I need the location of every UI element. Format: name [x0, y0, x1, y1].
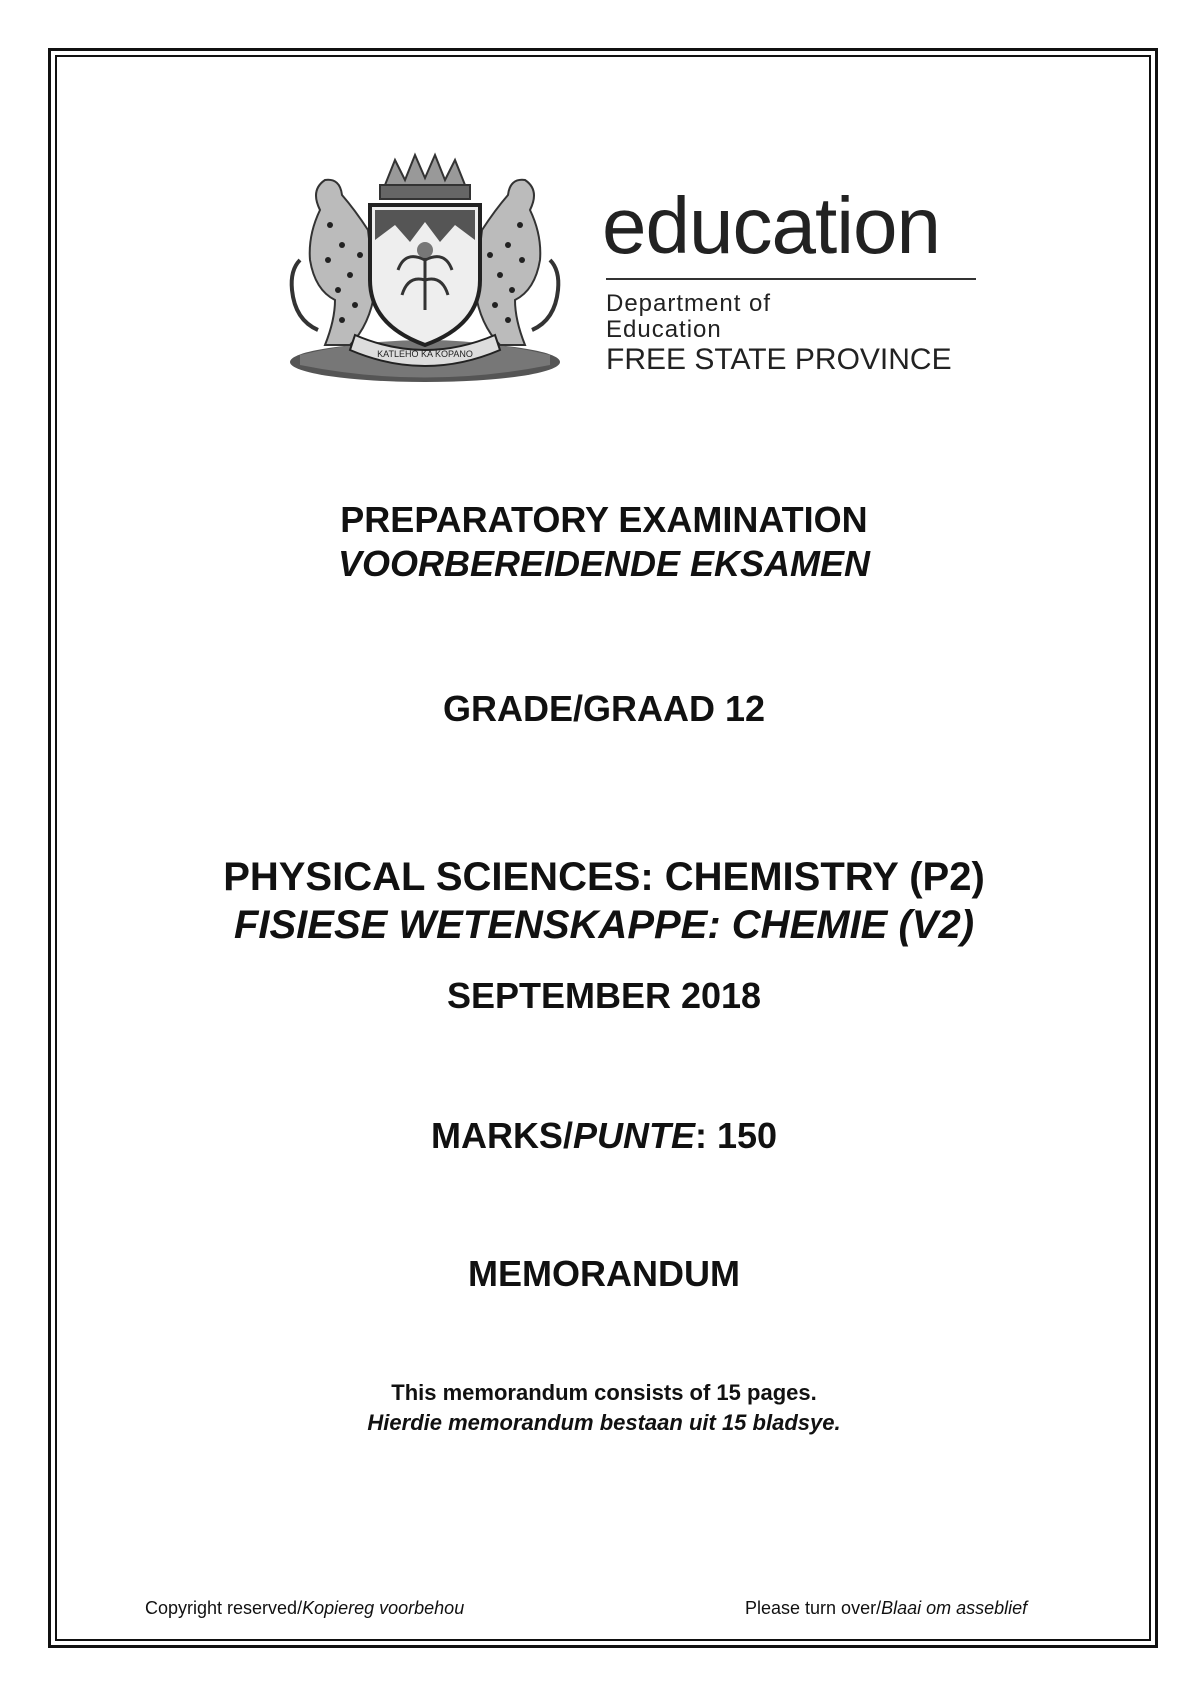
marks-label-en: MARKS/: [430, 1115, 573, 1156]
coat-of-arms-icon: [280, 150, 570, 390]
exam-date: SEPTEMBER 2018: [446, 975, 762, 1016]
department-logo: [280, 150, 980, 400]
footer-copyright: [145, 1598, 464, 1619]
exam-title-en: PREPARATORY EXAMINATION: [340, 499, 868, 540]
marks-value: : 150: [694, 1115, 778, 1156]
footer-turn-over-en: Please turn over/: [745, 1598, 882, 1618]
document-type: MEMORANDUM: [468, 1253, 740, 1294]
page-count-en: This memorandum consists of 15 pages.: [391, 1380, 817, 1405]
subject-title-en: PHYSICAL SCIENCES: CHEMISTRY (P2): [223, 855, 985, 899]
exam-title-af: VOORBEREIDENDE EKSAMEN: [337, 543, 871, 584]
motto-text: KATLEHO KA KOPANO: [377, 349, 473, 359]
exam-title: [60, 498, 1148, 586]
department-line-1: Department of: [606, 290, 772, 317]
footer-turn-over-af: Blaai om asseblief: [881, 1598, 1028, 1618]
footer-turn-over: [745, 1598, 1027, 1619]
marks-line: [60, 1115, 1148, 1157]
department-line-3: FREE STATE PROVINCE: [606, 343, 952, 376]
subject-title-af: FISIESE WETENSKAPPE: CHEMIE (V2): [233, 903, 975, 947]
marks-label-af: PUNTE: [572, 1115, 695, 1156]
grade-heading: GRADE/GRAAD 12: [442, 688, 766, 729]
brand-divider: [606, 278, 976, 280]
brand-word: education: [602, 181, 940, 270]
subject-title: [60, 853, 1148, 949]
footer-copyright-en: Copyright reserved/: [145, 1598, 303, 1618]
footer-copyright-af: Kopiereg voorbehou: [302, 1598, 465, 1618]
page-count-af: Hierdie memorandum bestaan uit 15 bladsye.: [367, 1410, 841, 1435]
page-count-note: [60, 1378, 1148, 1438]
department-line-2: Education: [606, 316, 722, 343]
